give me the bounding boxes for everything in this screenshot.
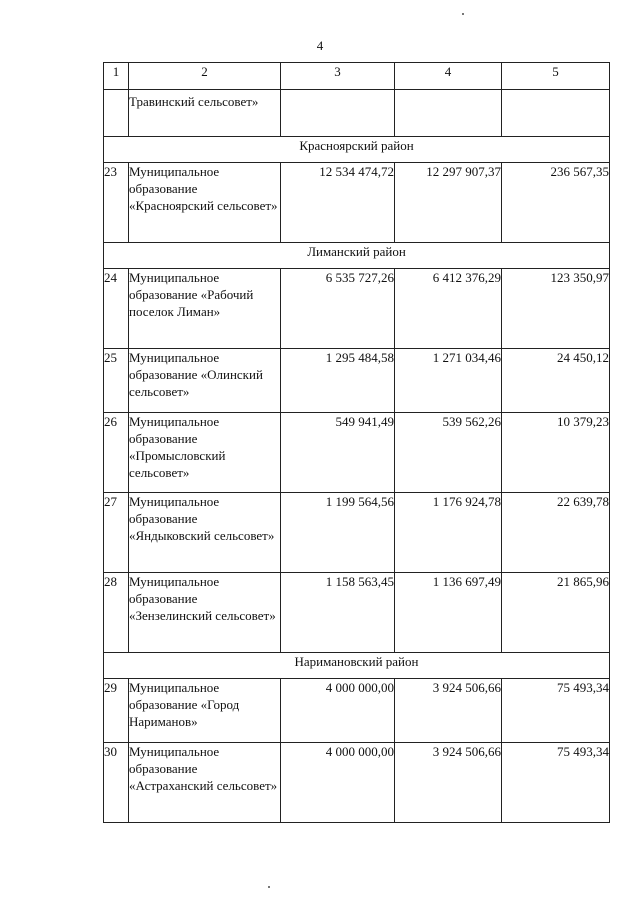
value-col3: 12 534 474,72 [281,163,395,243]
value-col5: 236 567,35 [502,163,610,243]
value-col3: 549 941,49 [281,413,395,493]
value-col3: 1 199 564,56 [281,493,395,573]
continuation-col5 [502,90,610,137]
value-col4: 12 297 907,37 [395,163,502,243]
scan-speck [462,13,464,15]
column-header-1: 1 [104,63,129,90]
value-col5: 75 493,34 [502,679,610,743]
district-title: Наримановский район [104,653,610,679]
municipality-name: Муниципальное образование «Город Нариманов» [129,679,281,743]
table-row [104,493,610,573]
district-row [104,653,610,679]
value-col5: 22 639,78 [502,493,610,573]
value-col4: 3 924 506,66 [395,743,502,823]
continuation-col4 [395,90,502,137]
value-col4: 6 412 376,29 [395,269,502,349]
value-col3: 4 000 000,00 [281,743,395,823]
table-row [104,743,610,823]
municipality-name: Муниципальное образование «Зензелинский сельсовет» [129,573,281,653]
municipality-name: Муниципальное образование «Яндыковский сельсовет» [129,493,281,573]
value-col4: 539 562,26 [395,413,502,493]
column-header-5: 5 [502,63,610,90]
municipality-name: Муниципальное образование «Рабочий поселок Лиман» [129,269,281,349]
row-number: 28 [104,573,129,653]
municipality-name: Муниципальное образование «Промысловский сельсовет» [129,413,281,493]
value-col5: 75 493,34 [502,743,610,823]
value-col5: 21 865,96 [502,573,610,653]
row-number: 29 [104,679,129,743]
district-row [104,243,610,269]
scan-speck [268,886,270,888]
table-row [104,413,610,493]
value-col5: 10 379,23 [502,413,610,493]
table-row [104,679,610,743]
value-col3: 1 295 484,58 [281,349,395,413]
row-number: 27 [104,493,129,573]
continuation-num-cell [104,90,129,137]
page-number: 4 [316,38,324,53]
value-col3: 1 158 563,45 [281,573,395,653]
value-col4: 1 176 924,78 [395,493,502,573]
value-col5: 24 450,12 [502,349,610,413]
value-col5: 123 350,97 [502,269,610,349]
district-row [104,137,610,163]
column-header-2: 2 [129,63,281,90]
value-col4: 1 136 697,49 [395,573,502,653]
value-col3: 4 000 000,00 [281,679,395,743]
municipal-table [103,62,610,823]
column-header-3: 3 [281,63,395,90]
continuation-name: Травинский сельсовет» [129,90,281,137]
row-number: 25 [104,349,129,413]
column-header-4: 4 [395,63,502,90]
row-number: 30 [104,743,129,823]
value-col4: 1 271 034,46 [395,349,502,413]
table-row [104,163,610,243]
district-title: Лиманский район [104,243,610,269]
table-row [104,269,610,349]
row-number: 26 [104,413,129,493]
row-number: 24 [104,269,129,349]
value-col4: 3 924 506,66 [395,679,502,743]
continuation-row [104,90,610,137]
district-title: Красноярский район [104,137,610,163]
header-row [104,63,610,90]
row-number: 23 [104,163,129,243]
municipality-name: Муниципальное образование «Олинский сельсовет» [129,349,281,413]
table-row [104,349,610,413]
table-row [104,573,610,653]
value-col3: 6 535 727,26 [281,269,395,349]
municipality-name: Муниципальное образование «Астраханский сельсовет» [129,743,281,823]
continuation-col3 [281,90,395,137]
municipality-name: Муниципальное образование «Красноярский сельсовет» [129,163,281,243]
